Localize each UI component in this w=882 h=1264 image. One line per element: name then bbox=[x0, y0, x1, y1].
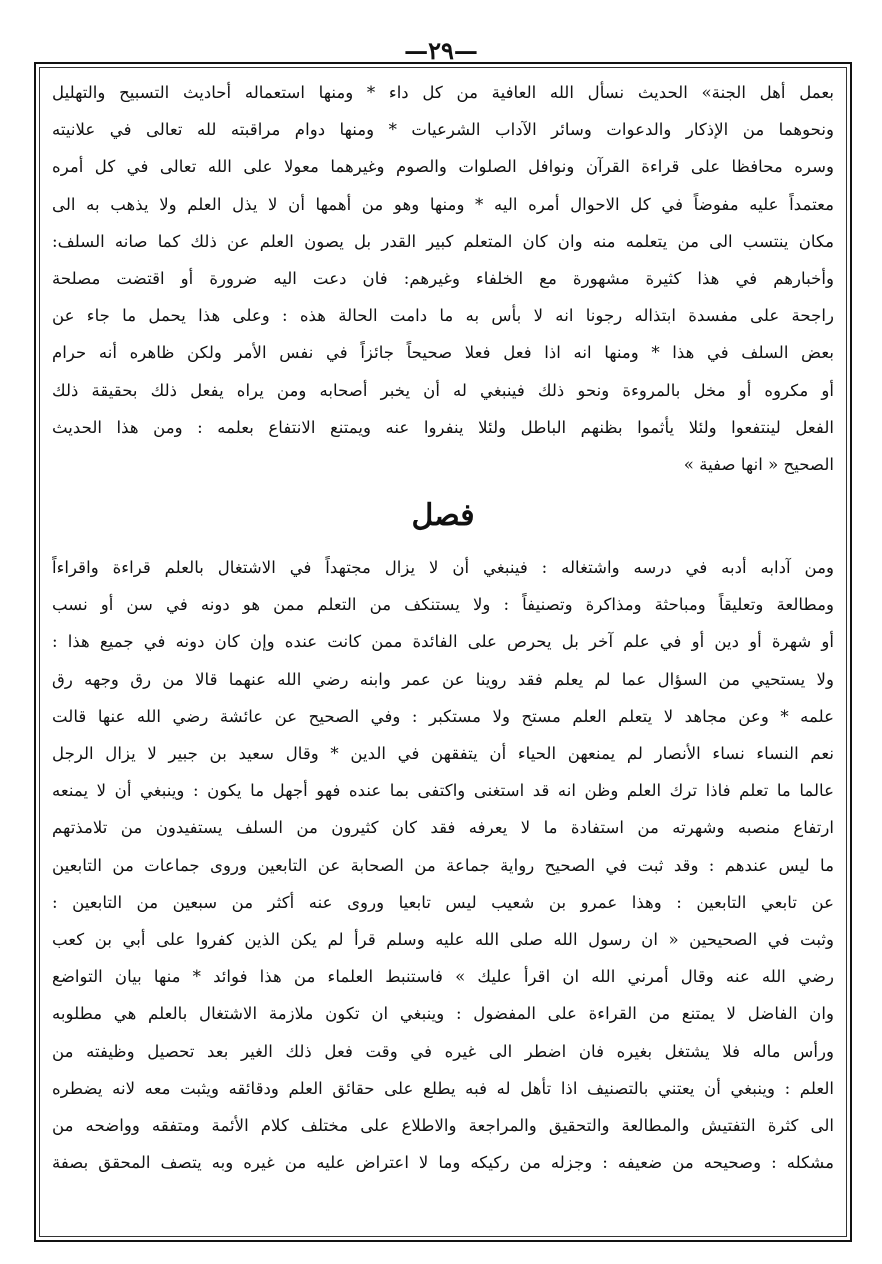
text-line: عن تابعي التابعين : وهذا عمرو بن شعيب ليس تابعيا وروى عنه أكثر من سبعين من التابعين : bbox=[52, 892, 834, 912]
text-line: الفعل لينتفعوا ولئلا يأثموا بظنهم الباطل ولئلا ينفروا عنه ويمتنع الانتفاع بعلمه : ومن هذا الحديث bbox=[52, 417, 834, 437]
text-line: وثبت في الصحيحين « ان رسول الله صلى الله عليه وسلم قرأ لم يكن الذين كفروا على أبي بن كعب bbox=[52, 929, 834, 949]
text-line: وسره محافظا على قراءة القرآن ونوافل الصلوات والصوم وغيرهما معولا على الله تعالى في كل أمره bbox=[52, 157, 834, 177]
text-line: الصحيح « انها صفية » bbox=[683, 454, 834, 474]
text-line: مكان ينتسب الى من يتعلمه منه وان كان المتعلم كبير القدر بل يصون العلم عن ذلك كما صانه السلف: bbox=[52, 231, 834, 251]
text-line: راجحة على مفسدة ابتذاله رجونا انه لا بأس به ما دامت الحالة هذه : وعلى هذا يحمل ما جاء عن bbox=[52, 306, 834, 326]
text-line: ومطالعة وتعليقاً ومباحثة ومذاكرة وتصنيفاً : ولا يستنكف من التعلم ممن هو دونه في سن أو نسب bbox=[52, 595, 834, 615]
text-line: رضي الله عنه وقال أمرني الله ان اقرأ عليك » فاستنبط العلماء من هذا فوائد * منها بيان التواضع bbox=[52, 967, 834, 987]
section-heading: فصل bbox=[411, 498, 475, 534]
text-line: ورأس ماله فلا يشتغل بغيره فان اضطر الى غيره في وقت فعل ذلك الغير بعد تحصيل وظيفته من bbox=[52, 1041, 834, 1061]
text-line: ما ليس عندهم : وقد ثبت في الصحيح رواية جماعة من الصحابة عن التابعين وروى جماعات من التابعين bbox=[52, 855, 834, 875]
section-2 bbox=[52, 549, 834, 1181]
section-1 bbox=[52, 74, 834, 483]
text-line: ولا يستحيي من السؤال عما لم يعلم فقد روينا عن عمر وابنه رضي الله عنهما قالا من رق وجهه رق bbox=[52, 669, 834, 689]
text-line: وأخبارهم في هذا كثيرة مشهورة مع الخلفاء وغيرهم: فان دعت اليه ضرورة أو اقتضت مصلحة bbox=[52, 268, 834, 288]
text-line: الى كثرة التفتيش والمطالعة والتحقيق والمراجعة والاطلاع على مختلف كلام الأئمة ومتفقه وواضحه من bbox=[52, 1115, 834, 1135]
text-line: ارتفاع منصبه وشهرته من استفادة ما لا يعرفه فقد كان كثيرون من السلف يستفيدون من تلامذتهم bbox=[52, 818, 834, 838]
page-number: —٢٩— bbox=[404, 36, 478, 65]
text-line: العلم : وينبغي أن يعتني بالتصنيف اذا تأهل له فبه يطلع على حقائق العلم ودقائقه ويثبت معه لانه يضطره bbox=[52, 1078, 834, 1098]
text-line: علمه * وعن مجاهد لا يتعلم العلم مستح ولا مستكبر : وفي الصحيح عن عائشة رضي الله عنها قالت bbox=[52, 706, 834, 726]
text-body bbox=[52, 74, 834, 1234]
text-line: ونحوهما من الإذكار والدعوات وسائر الآداب الشرعيات * ومنها دوام مراقبته لله تعالى في علانيته bbox=[52, 120, 834, 140]
text-line: بعمل أهل الجنة» الحديث نسأل الله العافية من كل داء * ومنها استعماله أحاديث التسبيح والتهليل bbox=[52, 83, 834, 102]
text-line: أو شهرة أو دين أو في علم آخر بل يحرص على الفائدة ممن كانت عنده وإن كان دونه في جميع هذا : bbox=[52, 632, 834, 652]
text-line: أو مكروه أو مخل بالمروءة ونحو ذلك فينبغي له أن يخبر أصحابه ومن يراه يفعل ذلك بحقيقة ذلك bbox=[52, 380, 834, 400]
text-line: عالما ما تعلم فاذا ترك العلم وظن انه قد استغنى واكتفى بما عنده فهو أجهل ما يكون : وينبغي أن لا يمنعه bbox=[52, 781, 834, 801]
text-line: وان الفاضل لا يمتنع من القراءة على المفضول : وينبغي ان تكون ملازمة الاشتغال بالعلم هي مطلوبه bbox=[52, 1004, 834, 1024]
text-line: معتمداً عليه مفوضاً في كل الاحوال أمره اليه * ومنها وهو من أهمها أن لا يذل العلم ولا يذهب به الى bbox=[52, 194, 834, 214]
text-line: بعض السلف في هذا * ومنها انه اذا فعل فعلا صحيحاً جائزاً في نفس الأمر ولكن ظاهره أنه حرام bbox=[52, 343, 834, 363]
text-line: ومن آدابه أدبه في درسه واشتغاله : فينبغي أن لا يزال مجتهداً في الاشتغال بالعلم قراءة واقراءاً bbox=[52, 558, 834, 578]
text-line: نعم النساء نساء الأنصار لم يمنعهن الحياء أن يتفقهن في الدين * وقال سعيد بن جبير لا يزال الرجل bbox=[52, 744, 834, 763]
text-line: مشكله : وصحيحه من ضعيفه : وجزله من ركيكه وما لا اعتراض عليه من غيره وبه يتصف المحقق بصفة bbox=[52, 1153, 834, 1173]
